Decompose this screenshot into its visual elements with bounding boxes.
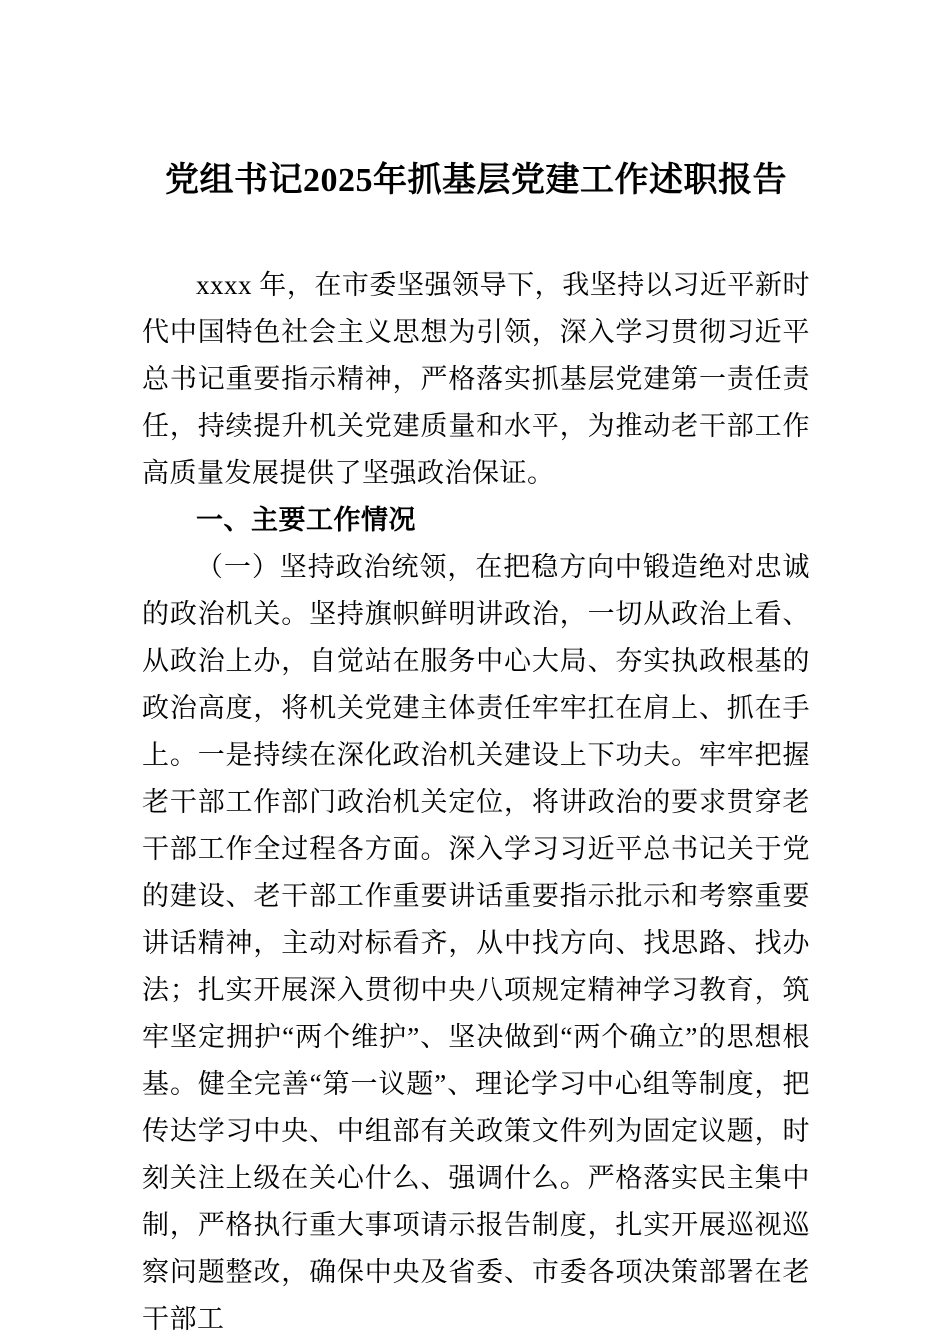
section-heading-1: 一、主要工作情况	[196, 505, 416, 535]
section1-paragraph-1: （一）坚持政治统领，在把稳方向中锻造绝对忠诚的政治机关。坚持旗帜鲜明讲政治，一切从政治上看、从政治上办，自觉站在服务中心大局、夯实执政根基的政治高度，将机关党建主体责任牢牢扛在肩上、抓在手上。一是持续在深化政治机关建设上下功夫。牢牢把握老干部工作部门政治机关定位，将讲政治的要求贯穿老干部工作全过程各方面。深入学习习近平总书记关于党的建设、老干部工作重要讲话重要指示批示和考察重要讲话精神，主动对标看齐，从中找方向、找思路、找办法；扎实开展深入贯彻中央八项规定精神学习教育，筑牢坚定拥护“两个维护”、坚决做到“两个确立”的思想根基。健全完善“第一议题”、理论学习中心组等制度，把传达学习中央、中组部有关政策文件列为固定议题，时刻关注上级在关心什么、强调什么。严格落实民主集中制，严格执行重大事项请示报告制度，扎实开展巡视巡察问题整改，确保中央及省委、市委各项决策部署在老干部工	[142, 552, 810, 1334]
intro-paragraph: xxxx 年，在市委坚强领导下，我坚持以习近平新时代中国特色社会主义思想为引领，深入学习贯彻习近平总书记重要指示精神，严格落实抓基层党建第一责任责任，持续提升机关党建质量和水平，为推动老干部工作高质量发展提供了坚强政治保证。	[142, 270, 810, 488]
document-title: 党组书记2025年抓基层党建工作述职报告	[165, 162, 787, 199]
